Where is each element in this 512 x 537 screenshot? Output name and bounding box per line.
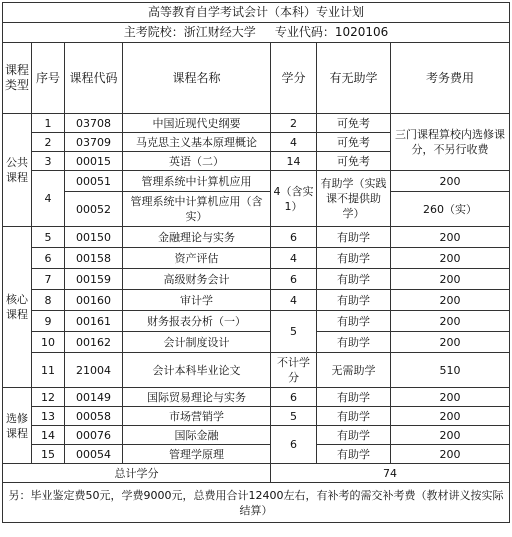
header-name: 课程名称 xyxy=(123,43,271,114)
row-no: 11 xyxy=(32,353,65,388)
table-row xyxy=(3,269,510,290)
row-aid: 可免考 xyxy=(317,133,391,152)
row-code: 00149 xyxy=(65,388,123,407)
row-aid: 有助学 xyxy=(317,426,391,445)
major-code-label: 专业代码： xyxy=(274,25,335,39)
row-code: 21004 xyxy=(65,353,123,388)
row-no: 4 xyxy=(32,171,65,227)
row-credit: 4（含实1） xyxy=(271,171,317,227)
row-name: 马克思主义基本原理概论 xyxy=(123,133,271,152)
row-name: 会计本科毕业论文 xyxy=(123,353,271,388)
row-no: 15 xyxy=(32,445,65,464)
row-code: 00162 xyxy=(65,332,123,353)
row-name: 财务报表分析（一） xyxy=(123,311,271,332)
row-aid: 有助学 xyxy=(317,269,391,290)
row-aid: 有助学 xyxy=(317,311,391,332)
row-no: 14 xyxy=(32,426,65,445)
row-credit: 6 xyxy=(271,269,317,290)
table-row xyxy=(3,192,510,227)
fee-note: 另：毕业鉴定费50元，学费9000元，总费用合计12400左右，有补考的需交补考费（教材讲义按实际结算） xyxy=(3,483,510,523)
row-aid: 有助学 xyxy=(317,332,391,353)
group-elective: 选修课程 xyxy=(3,388,32,464)
header-row xyxy=(3,43,510,114)
table-row xyxy=(3,227,510,248)
row-aid: 有助学 xyxy=(317,388,391,407)
group-public: 公共课程 xyxy=(3,114,32,227)
row-fee: 200 xyxy=(391,269,510,290)
table-row xyxy=(3,114,510,133)
row-credit: 14 xyxy=(271,152,317,171)
row-code: 00054 xyxy=(65,445,123,464)
row-name: 资产评估 xyxy=(123,248,271,269)
row-aid: 有助学 xyxy=(317,248,391,269)
row-fee: 200 xyxy=(391,445,510,464)
table-row xyxy=(3,445,510,464)
header-no: 序号 xyxy=(32,43,65,114)
row-fee: 260（实） xyxy=(391,192,510,227)
row-no: 1 xyxy=(32,114,65,133)
row-no: 8 xyxy=(32,290,65,311)
row-code: 03709 xyxy=(65,133,123,152)
row-name: 市场营销学 xyxy=(123,407,271,426)
row-code: 00161 xyxy=(65,311,123,332)
row-no: 12 xyxy=(32,388,65,407)
total-credit: 74 xyxy=(271,464,510,483)
row-credit: 5 xyxy=(271,407,317,426)
row-code: 00058 xyxy=(65,407,123,426)
row-credit: 不计学分 xyxy=(271,353,317,388)
row-credit: 6 xyxy=(271,227,317,248)
row-fee: 200 xyxy=(391,426,510,445)
school-info xyxy=(3,23,510,43)
row-aid: 无需助学 xyxy=(317,353,391,388)
row-fee: 510 xyxy=(391,353,510,388)
table-row xyxy=(3,332,510,353)
header-type: 课程类型 xyxy=(3,43,32,114)
row-name: 国际贸易理论与实务 xyxy=(123,388,271,407)
row-aid: 有助学 xyxy=(317,290,391,311)
header-code: 课程代码 xyxy=(65,43,123,114)
table-row xyxy=(3,388,510,407)
row-aid: 有助学（实践课不提供助学） xyxy=(317,171,391,227)
public-fee-note: 三门课程算校内选修课分，不另行收费 xyxy=(391,114,510,171)
row-fee: 200 xyxy=(391,248,510,269)
row-code: 00159 xyxy=(65,269,123,290)
row-no: 5 xyxy=(32,227,65,248)
total-label: 总计学分 xyxy=(3,464,271,483)
row-credit: 4 xyxy=(271,133,317,152)
header-credit: 学分 xyxy=(271,43,317,114)
row-name: 中国近现代史纲要 xyxy=(123,114,271,133)
row-no: 13 xyxy=(32,407,65,426)
table-row xyxy=(3,353,510,388)
school-name: 浙江财经大学 xyxy=(183,25,256,39)
row-name: 管理学原理 xyxy=(123,445,271,464)
row-no: 6 xyxy=(32,248,65,269)
row-aid: 有助学 xyxy=(317,445,391,464)
row-name: 管理系统中计算机应用 xyxy=(123,171,271,192)
school-label: 主考院校： xyxy=(123,25,184,39)
row-fee: 200 xyxy=(391,388,510,407)
row-no: 2 xyxy=(32,133,65,152)
header-fee: 考务费用 xyxy=(391,43,510,114)
table-row xyxy=(3,426,510,445)
major-code: 1020106 xyxy=(334,25,389,39)
plan-title: 高等教育自学考试会计（本科）专业计划 xyxy=(3,3,510,23)
row-code: 00160 xyxy=(65,290,123,311)
row-no: 3 xyxy=(32,152,65,171)
row-fee: 200 xyxy=(391,407,510,426)
row-name: 会计制度设计 xyxy=(123,332,271,353)
table-row xyxy=(3,248,510,269)
row-no: 9 xyxy=(32,311,65,332)
row-name: 国际金融 xyxy=(123,426,271,445)
header-aid: 有无助学 xyxy=(317,43,391,114)
table-row xyxy=(3,407,510,426)
row-name: 英语（二） xyxy=(123,152,271,171)
row-code: 00052 xyxy=(65,192,123,227)
row-fee: 200 xyxy=(391,332,510,353)
row-credit: 4 xyxy=(271,248,317,269)
row-credit: 6 xyxy=(271,426,317,464)
row-credit: 4 xyxy=(271,290,317,311)
row-aid: 可免考 xyxy=(317,152,391,171)
row-code: 00051 xyxy=(65,171,123,192)
row-code: 03708 xyxy=(65,114,123,133)
table-row xyxy=(3,290,510,311)
row-name: 管理系统中计算机应用（含实） xyxy=(123,192,271,227)
row-name: 高级财务会计 xyxy=(123,269,271,290)
row-aid: 有助学 xyxy=(317,227,391,248)
row-aid: 可免考 xyxy=(317,114,391,133)
row-code: 00015 xyxy=(65,152,123,171)
row-fee: 200 xyxy=(391,171,510,192)
row-code: 00150 xyxy=(65,227,123,248)
school-row xyxy=(3,23,510,43)
row-aid: 有助学 xyxy=(317,407,391,426)
row-credit: 5 xyxy=(271,311,317,353)
table-row xyxy=(3,171,510,192)
row-fee: 200 xyxy=(391,311,510,332)
total-row xyxy=(3,464,510,483)
row-no: 7 xyxy=(32,269,65,290)
course-plan-table xyxy=(2,2,510,523)
row-code: 00076 xyxy=(65,426,123,445)
row-no: 10 xyxy=(32,332,65,353)
title-row xyxy=(3,3,510,23)
row-fee: 200 xyxy=(391,290,510,311)
row-fee: 200 xyxy=(391,227,510,248)
group-core: 核心课程 xyxy=(3,227,32,388)
row-name: 金融理论与实务 xyxy=(123,227,271,248)
note-row xyxy=(3,483,510,523)
row-credit: 6 xyxy=(271,388,317,407)
row-name: 审计学 xyxy=(123,290,271,311)
row-credit: 2 xyxy=(271,114,317,133)
row-code: 00158 xyxy=(65,248,123,269)
table-row xyxy=(3,311,510,332)
